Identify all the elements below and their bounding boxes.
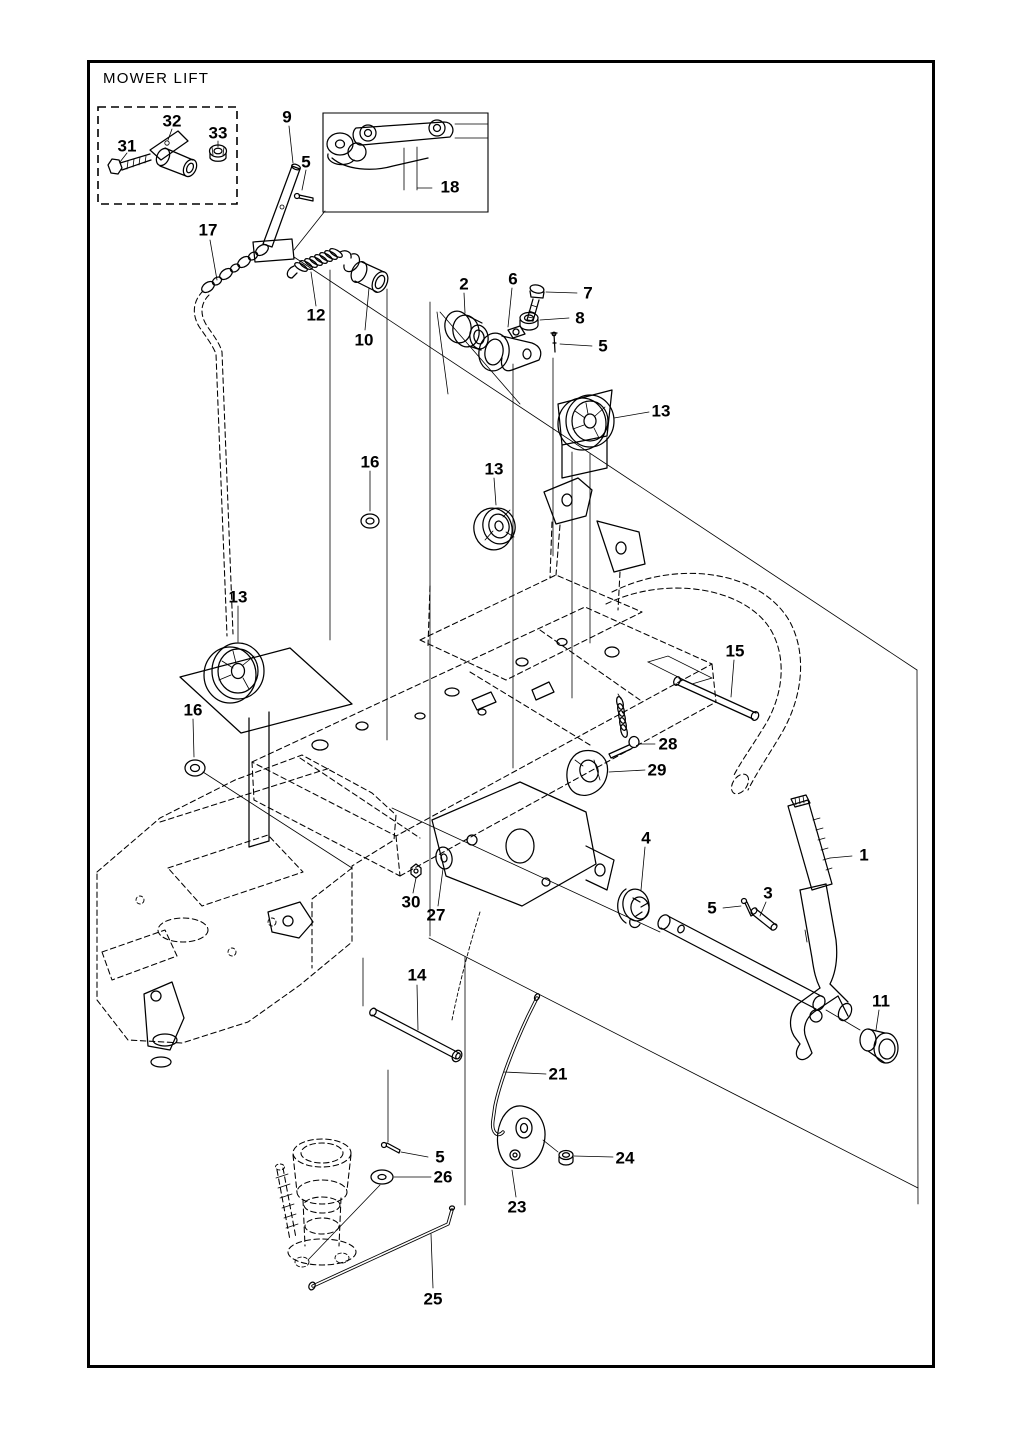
part-label-23-34: 23: [507, 1197, 527, 1217]
part-label-15-18: 15: [725, 641, 745, 661]
part-label-4-22: 4: [641, 828, 651, 848]
handlebar-dashed: [606, 573, 801, 797]
cam-4: [618, 847, 652, 927]
part-label-5-13: 5: [598, 336, 608, 356]
washer-16-top: [361, 471, 379, 528]
nut-24: [559, 1151, 613, 1166]
lever-9: [253, 126, 313, 262]
part-label-5-26: 5: [707, 898, 717, 918]
washer-26: [308, 1170, 431, 1260]
part-label-9-3: 9: [282, 107, 292, 127]
chain-detail-inset: [323, 113, 488, 212]
pin-5-mid: [551, 332, 592, 352]
bolt-31: [108, 154, 151, 174]
part-label-7-11: 7: [583, 283, 593, 303]
bracket-29: [567, 751, 645, 796]
washer-16-left: [185, 719, 205, 776]
rod-14: [368, 985, 463, 1063]
part-label-10-8: 10: [354, 330, 374, 350]
part-label-32-1: 32: [162, 111, 182, 131]
nut-33: [210, 145, 227, 161]
part-label-30-25: 30: [401, 892, 421, 912]
frame-assembly: [252, 478, 716, 1020]
knob-11: [860, 1010, 898, 1063]
part-label-16-15: 16: [360, 452, 380, 472]
part-label-27-27: 27: [426, 905, 446, 925]
nut-8: [520, 313, 569, 331]
bracket-23: [497, 1106, 558, 1197]
bolt-7: [527, 284, 577, 321]
pulley-13-mid: [469, 478, 519, 554]
part-label-5-4: 5: [301, 152, 311, 172]
part-label-14-28: 14: [407, 965, 427, 985]
nut-30: [411, 864, 421, 893]
rod-15: [648, 656, 760, 722]
part-label-24-32: 24: [615, 1148, 635, 1168]
part-label-18-5: 18: [440, 177, 460, 197]
part-label-17-6: 17: [198, 220, 218, 240]
part-label-26-33: 26: [433, 1167, 453, 1187]
diagram-title: MOWER LIFT: [103, 70, 210, 87]
part-label-11-29: 11: [872, 991, 890, 1011]
pulley-13-left: [180, 606, 352, 847]
chain-17: [194, 240, 270, 636]
rod-21: [493, 993, 546, 1135]
lift-shaft-tube: [656, 913, 828, 1012]
construction-lines: [203, 211, 918, 1205]
part-label-12-7: 12: [306, 305, 326, 325]
chassis-dashed: [97, 755, 396, 1067]
part-label-29-21: 29: [647, 760, 667, 780]
part-label-5-31: 5: [435, 1147, 445, 1167]
part-label-33-2: 33: [208, 123, 228, 143]
washer-27: [434, 846, 454, 906]
lift-handle-1: [788, 795, 854, 1060]
pin-5-top: [295, 194, 314, 202]
part-label-13-16: 13: [484, 459, 504, 479]
screw-5-bottom: [382, 1143, 429, 1158]
part-label-13-14: 13: [651, 401, 671, 421]
part-label-2-9: 2: [459, 274, 469, 294]
lift-shaft-assembly-dashed: [276, 1139, 357, 1267]
part-label-21-30: 21: [548, 1064, 568, 1084]
screw-5-right: [723, 899, 753, 917]
part-label-6-10: 6: [508, 269, 518, 289]
pin-3: [750, 902, 778, 931]
part-label-3-24: 3: [763, 883, 773, 903]
part-label-16-19: 16: [183, 700, 203, 720]
bracket-32: [150, 131, 199, 179]
part-label-13-17: 13: [228, 587, 248, 607]
part-label-1-23: 1: [859, 845, 869, 865]
part-label-8-12: 8: [575, 308, 585, 328]
part-label-31-0: 31: [117, 136, 137, 156]
part-label-25-35: 25: [423, 1289, 443, 1309]
part-label-28-20: 28: [658, 734, 678, 754]
